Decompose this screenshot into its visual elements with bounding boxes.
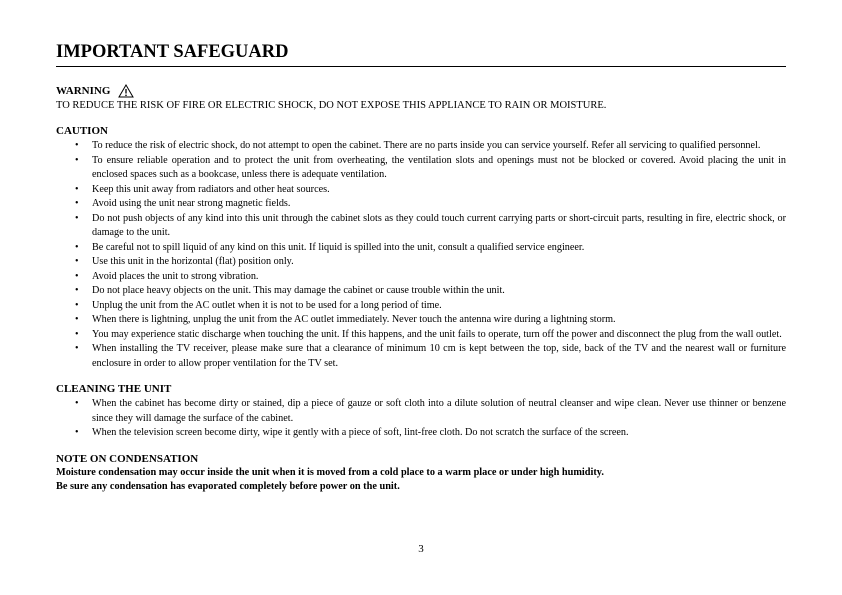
list-item: • Keep this unit away from radiators and other heat sources. bbox=[56, 183, 786, 198]
list-item: • Do not place heavy objects on the unit. This may damage the cabinet or cause trouble within the unit. bbox=[56, 284, 786, 299]
list-item: • When installing the TV receiver, please make sure that a clearance of minimum 10 cm is kept between the top, side, back of the TV and the nearest wall or furniture enclosure in order to allow proper ventilation for the TV set. bbox=[56, 342, 786, 371]
document-page bbox=[56, 40, 786, 495]
cleaning-heading: CLEANING THE UNIT bbox=[56, 383, 172, 395]
list-item: • When there is lightning, unplug the unit from the AC outlet immediately. Never touch the antenna wire during a lightning storm. bbox=[56, 313, 786, 328]
list-item: • When the television screen become dirty, wipe it gently with a piece of soft, lint-free cloth. Do not scratch the surface of the screen. bbox=[56, 426, 786, 441]
list-item: • Be careful not to spill liquid of any kind on this unit. If liquid is spilled into the unit, consult a qualified service engineer. bbox=[56, 241, 786, 256]
caution-list bbox=[56, 139, 786, 371]
caution-heading: CAUTION bbox=[56, 125, 108, 137]
list-item: • Avoid places the unit to strong vibration. bbox=[56, 270, 786, 285]
warning-text: TO REDUCE THE RISK OF FIRE OR ELECTRIC SHOCK, DO NOT EXPOSE THIS APPLIANCE TO RAIN OR MOISTURE. bbox=[56, 100, 607, 111]
list-item: • When the cabinet has become dirty or stained, dip a piece of gauze or soft cloth into a dilute solution of neutral cleanser and wipe clean. Never use thinner or benzene since they will damage the surface of the cabinet. bbox=[56, 397, 786, 426]
list-item: • You may experience static discharge when touching the unit. If this happens, and the unit fails to operate, turn off the power and disconnect the plug from the wall outlet. bbox=[56, 328, 786, 343]
list-item: • To ensure reliable operation and to protect the unit from overheating, the ventilation slots and openings must not be blocked or covered. Avoid placing the unit in enclosed spaces such as a bookcase, unless there is adequate ventilation. bbox=[56, 154, 786, 183]
warning-heading-row bbox=[56, 84, 786, 98]
warning-heading: WARNING bbox=[56, 85, 111, 97]
condensation-line-2: Be sure any condensation has evaporated completely before power on the unit. bbox=[56, 481, 400, 492]
warning-triangle-icon bbox=[118, 84, 134, 98]
list-item: • Do not push objects of any kind into this unit through the cabinet slots as they could touch current carrying parts or short-circuit parts, resulting in fire, electric shock, or damage to the unit. bbox=[56, 212, 786, 241]
list-item: • Unplug the unit from the AC outlet when it is not to be used for a long period of time. bbox=[56, 299, 786, 314]
list-item: • Use this unit in the horizontal (flat) position only. bbox=[56, 255, 786, 270]
condensation-heading: NOTE ON CONDENSATION bbox=[56, 452, 199, 465]
list-item: • Avoid using the unit near strong magnetic fields. bbox=[56, 197, 786, 212]
condensation-line-1: Moisture condensation may occur inside the unit when it is moved from a cold place to a warm place or under high humidity. bbox=[56, 466, 604, 478]
page-title: IMPORTANT SAFEGUARD bbox=[56, 40, 786, 67]
cleaning-list bbox=[56, 397, 786, 441]
list-item: • To reduce the risk of electric shock, do not attempt to open the cabinet. There are no parts inside you can service yourself. Refer all servicing to qualified personnel. bbox=[56, 139, 786, 154]
page-number: 3 bbox=[418, 543, 424, 555]
